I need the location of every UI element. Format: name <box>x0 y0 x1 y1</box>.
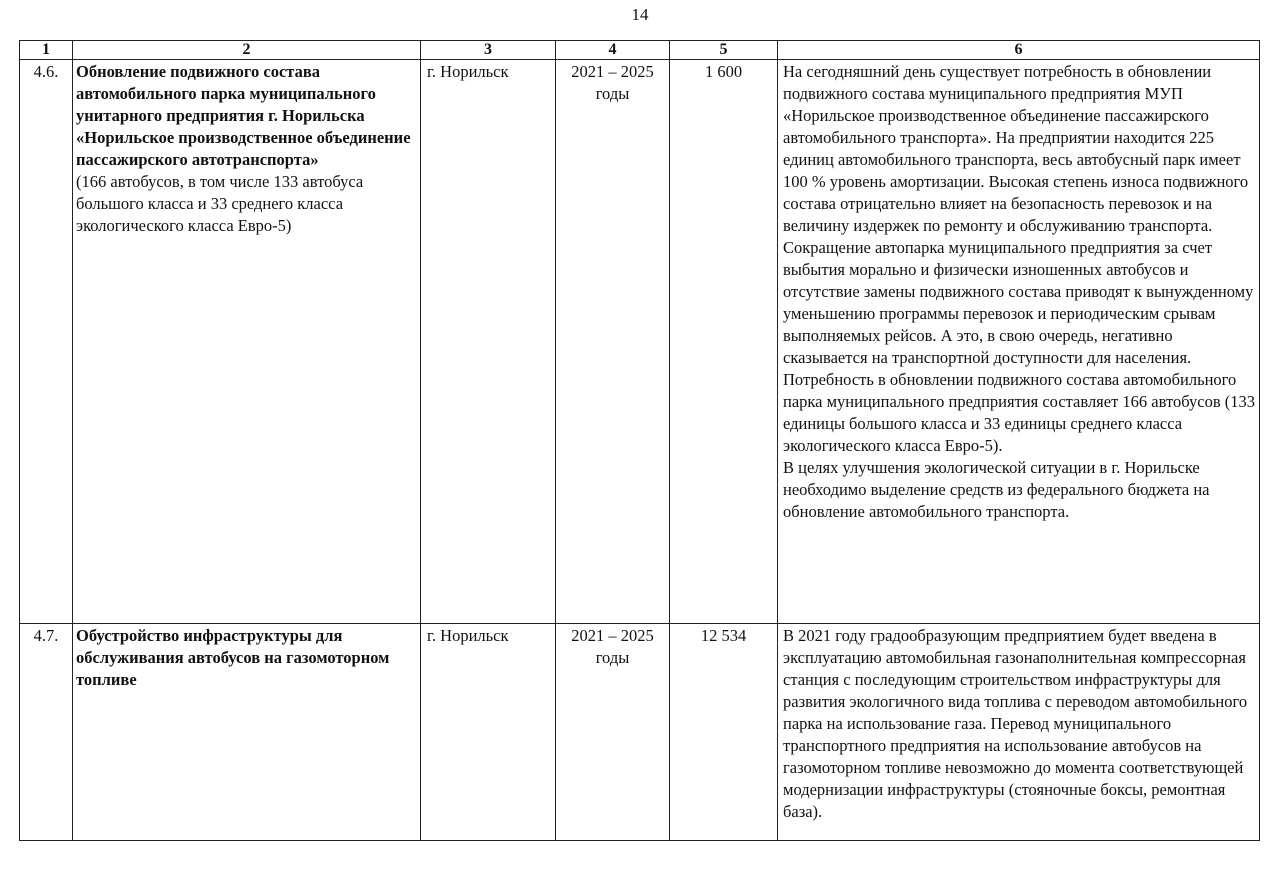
measures-table <box>19 40 1260 841</box>
column-header-3: 3 <box>421 41 556 60</box>
measure-name-cell <box>73 624 421 841</box>
column-header-5: 5 <box>670 41 778 60</box>
justification-paragraph: Потребность в обновлении подвижного состава автомобильного парка муниципального предприятия составляет 166 автобусов (133 единицы большого класса и 33 единицы среднего класса экологического класса Евро-5). <box>783 370 1256 455</box>
amount-cell: 1 600 <box>670 60 778 624</box>
table-row <box>20 60 1260 624</box>
measure-name-cell <box>73 60 421 624</box>
column-header-2: 2 <box>73 41 421 60</box>
justification-paragraph: На сегодняшний день существует потребность в обновлении подвижного состава муниципального предприятия МУП «Норильское производственное объединение пассажирского автомобильного транспорта». На предприятии находится 225 единиц автомобильного транспорта, весь автобусный парк имеет 100 % уровень амортизации. Высокая степень износа подвижного состава отрицательно влияет на безопасность перевозок и на величину издержек по ремонту и обслуживанию транспорта. <box>783 62 1249 235</box>
location-cell: г. Норильск <box>421 624 556 841</box>
measure-title: Обновление подвижного состава автомобильного парка муниципального унитарного предприятия г. Норильска «Норильское производственное объединение пассажирского автотранспорта» <box>76 62 411 169</box>
column-header-4: 4 <box>556 41 670 60</box>
location-cell: г. Норильск <box>421 60 556 624</box>
table-row <box>20 624 1260 841</box>
measure-title: Обустройство инфраструктуры для обслуживания автобусов на газомоторном топливе <box>76 626 390 689</box>
justification-cell <box>778 60 1260 624</box>
page-number: 14 <box>631 5 649 24</box>
header-row <box>20 41 1260 60</box>
column-header-1: 1 <box>20 41 73 60</box>
justification-paragraph: В целях улучшения экологической ситуации в г. Норильске необходимо выделение средств из федерального бюджета на обновление автомобильного транспорта. <box>783 458 1210 521</box>
justification-paragraph: Сокращение автопарка муниципального предприятия за счет выбытия морально и физически изношенных автобусов и отсутствие замены подвижного состава приводят к вынужденному уменьшению программы перевозок и периодическим срывам выполняемых рейсов. А это, в свою очередь, негативно сказывается на транспортной доступности для населения. <box>783 238 1254 367</box>
column-header-6: 6 <box>778 41 1260 60</box>
justification-paragraph: В 2021 году градообразующим предприятием будет введена в эксплуатацию автомобильная газонаполнительная компрессорная станция с последующим строительством инфраструктуры для развития экологичного вида топлива с переводом автомобильного парка на использование газа. Перевод муниципального транспортного предприятия на использование автобусов на газомоторном топливе невозможно до момента соответствующей модернизации инфраструктуры (стояночные боксы, ремонтная база). <box>783 626 1248 821</box>
amount-cell: 12 534 <box>670 624 778 841</box>
row-number: 4.7. <box>20 624 73 841</box>
period-cell: 2021 – 2025 годы <box>556 60 670 624</box>
row-number: 4.6. <box>20 60 73 624</box>
justification-cell <box>778 624 1260 841</box>
period-cell: 2021 – 2025 годы <box>556 624 670 841</box>
measure-note: (166 автобусов, в том числе 133 автобуса большого класса и 33 среднего класса экологического класса Евро-5) <box>76 172 364 235</box>
